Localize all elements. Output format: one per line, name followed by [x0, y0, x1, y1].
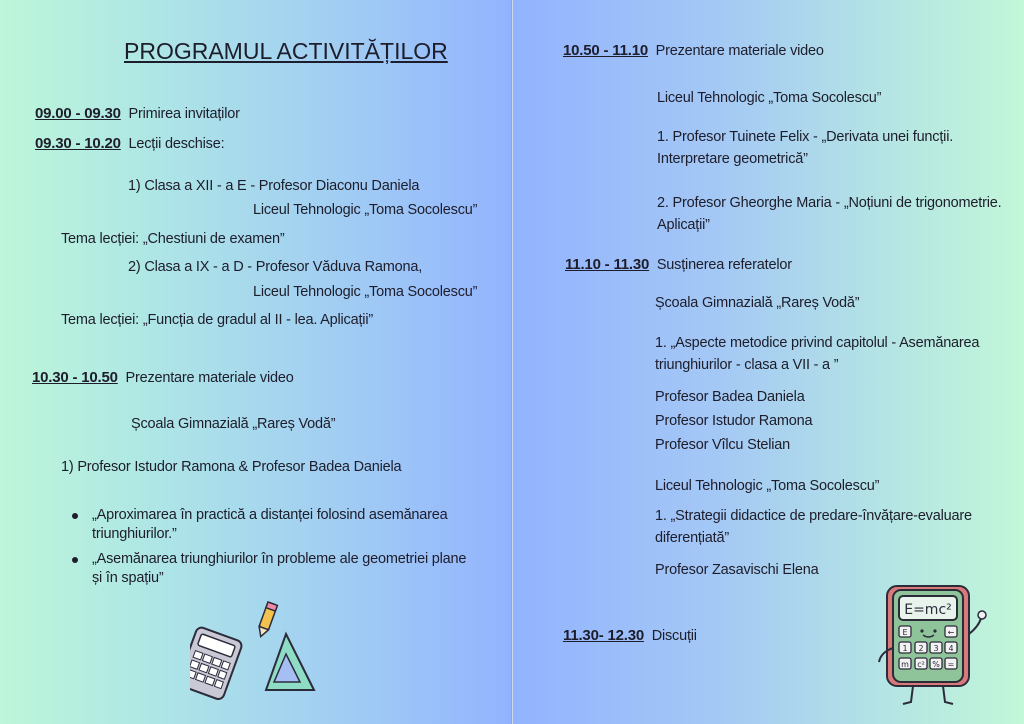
activity-label: Susținerea referatelor: [656, 257, 792, 273]
school-name: Școala Gimnazială „Rareș Vodă”: [655, 295, 860, 311]
schedule-row-3: [32, 368, 294, 388]
list-item: „Aproximarea în practică a distanței folosind asemănarea triunghiurilor.”: [72, 506, 472, 544]
topic-list: [72, 506, 472, 594]
teacher-name: Profesor Zasavischi Elena: [655, 562, 819, 578]
smiling-calculator-illustration: [873, 578, 993, 710]
schedule-row-2: [35, 134, 224, 154]
activity-label: Prezentare materiale video: [125, 370, 294, 386]
paper-2-title: 1. „Strategii didactice de predare-învățare-evaluare diferențiată”: [655, 508, 972, 546]
teacher-name: Profesor Vîlcu Stelian: [655, 437, 791, 453]
right-page: [513, 0, 1024, 724]
lesson-1-line1: 1) Clasa a XII - a E - Profesor Diaconu Daniela: [128, 178, 420, 194]
calc-key: 4: [948, 644, 954, 653]
set-square-icon: [266, 634, 314, 690]
paper-1-title: 1. „Aspecte metodice privind capitolul - Asemănarea triunghiurilor - clasa a VII - a ”: [655, 335, 980, 373]
activity-label: Prezentare materiale video: [655, 43, 824, 59]
lesson-2-school: Liceul Tehnologic „Toma Socolescu”: [253, 284, 478, 300]
school-name: Liceul Tehnologic „Toma Socolescu”: [655, 478, 880, 494]
calc-key: m: [901, 660, 909, 669]
calculator-ruler-illustration: [190, 598, 320, 708]
time-slot: 11.30- 12.30: [563, 627, 645, 644]
time-slot: 09.30 - 10.20: [35, 135, 121, 152]
teacher-name: Profesor Badea Daniela: [655, 389, 805, 405]
left-leg-icon: [903, 686, 913, 704]
lesson-2-line1: 2) Clasa a IX - a D - Profesor Văduva Ramona,: [128, 259, 423, 275]
lesson-1-theme: Tema lecției: „Chestiuni de examen”: [61, 231, 285, 247]
schedule-row-1: [35, 104, 240, 124]
page-title: PROGRAMUL ACTIVITĂȚILOR: [124, 38, 448, 64]
presenters: 1) Profesor Istudor Ramona & Profesor Badea Daniela: [61, 459, 402, 475]
schedule-row-6: [563, 626, 697, 646]
lesson-1-school: Liceul Tehnologic „Toma Socolescu”: [253, 202, 478, 218]
schedule-row-5: [565, 255, 792, 275]
calc-key: c²: [917, 660, 925, 669]
time-slot: 11.10 - 11.30: [565, 256, 650, 273]
teacher-name: Profesor Istudor Ramona: [655, 413, 813, 429]
calculator-icon: [190, 626, 243, 701]
right-arm-icon: [969, 618, 981, 634]
school-name: Liceul Tehnologic „Toma Socolescu”: [657, 90, 882, 106]
time-slot: 10.50 - 11.10: [563, 42, 648, 59]
lesson-2-theme: Tema lecției: „Funcția de gradul al II - lea. Aplicații”: [61, 312, 373, 328]
calc-key: E: [902, 628, 908, 637]
calc-key: 2: [918, 644, 924, 653]
activity-label: Discuții: [651, 628, 697, 644]
video-item-2: 2. Profesor Gheorghe Maria - „Noțiuni de trigonometrie. Aplicații”: [657, 195, 1002, 233]
calc-key: =: [947, 660, 955, 669]
right-leg-icon: [943, 686, 953, 704]
calc-key: 3: [933, 644, 939, 653]
school-name: Școala Gimnazială „Rareș Vodă”: [131, 416, 336, 432]
calc-key: 1: [902, 644, 908, 653]
time-slot: 10.30 - 10.50: [32, 369, 118, 386]
calculator-display: E=mc²: [904, 602, 952, 618]
list-item: „Asemănarea triunghiurilor în probleme ale geometriei plane și în spațiu”: [72, 550, 472, 588]
video-item-1: 1. Profesor Tuinete Felix - „Derivata unei funcții. Interpretare geometrică”: [657, 129, 954, 167]
pencil-icon: [256, 602, 277, 638]
calc-key: %: [932, 660, 940, 669]
activity-label: Primirea invitaților: [128, 106, 240, 122]
calc-key: ←: [947, 628, 955, 637]
activity-label: Lecții deschise:: [128, 136, 225, 152]
schedule-row-4: [563, 41, 824, 61]
time-slot: 09.00 - 09.30: [35, 105, 121, 122]
